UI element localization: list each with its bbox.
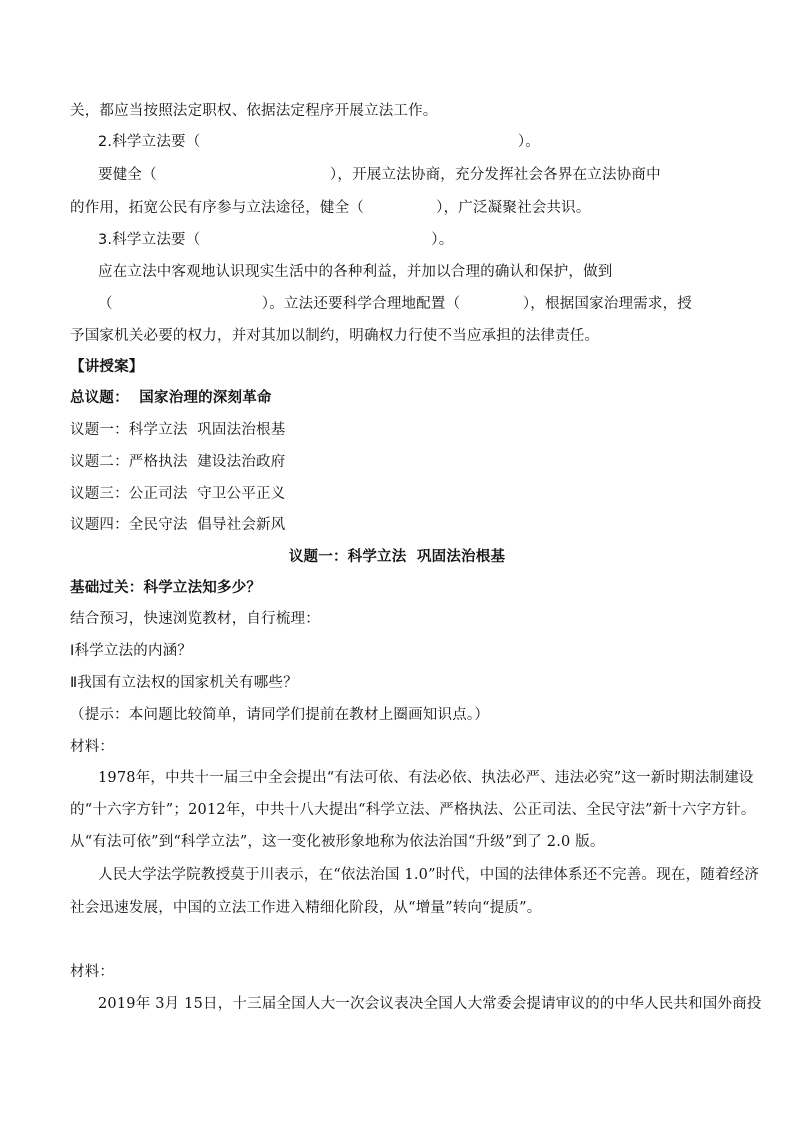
- topic-title: 议题一：科学立法 巩固法治根基: [288, 549, 506, 565]
- basic-check-heading: 基础过关：科学立法知多少？: [70, 580, 262, 596]
- text-line: 结合预习，快速浏览教材，自行梳理：: [70, 611, 320, 627]
- material-text: 的“十六字方针”；2012年，中共十八大提出“科学立法、严格执法、公正司法、全民守法”新十六字方针。: [70, 802, 756, 818]
- topic-item: 议题一：科学立法 巩固法治根基: [70, 422, 286, 438]
- topic-item: 议题二：严格执法 建设法治政府: [70, 454, 286, 470]
- main-topic: 总议题： 国家治理的深刻革命: [70, 390, 272, 406]
- section-heading: 【讲授案】: [70, 359, 144, 375]
- text-line: 予国家机关必要的权力，并对其加以制约，明确权力行使不当应承担的法律责任。: [70, 328, 600, 344]
- fill-blank-line: （ ）。立法还要科学合理地配置（ ），根据国家治理需求，授: [98, 296, 692, 312]
- material-text: 人民大学法学院教授莫于川表示，在“依法治国 1.0”时代，中国的法律体系还不完善。现在，随着经济: [98, 867, 760, 883]
- hint-line: （提示：本问题比较简单，请同学们提前在教材上圈画知识点。）: [70, 707, 490, 723]
- fill-blank-line: 的作用，拓宽公民有序参与立法途径，健全（ ），广泛凝聚社会共识。: [70, 200, 591, 216]
- text-line: 应在立法中客观地认识现实生活中的各种利益，并加以合理的确认和保护，做到: [98, 264, 613, 280]
- material-label: 材料：: [70, 964, 115, 980]
- material-text: 社会迅速发展，中国的立法工作进入精细化阶段，从“增量”转向“提质”。: [70, 900, 542, 916]
- question-item: Ⅱ我国有立法权的国家机关有哪些？: [70, 675, 298, 691]
- fill-blank-line: 要健全（ ），开展立法协商，充分发挥社会各界在立法协商中: [98, 167, 661, 183]
- topic-item: 议题三：公正司法 守卫公平正义: [70, 486, 286, 502]
- material-label: 材料：: [70, 739, 115, 755]
- topic-item: 议题四：全民守法 倡导社会新风: [70, 517, 286, 533]
- material-text: 2019年 3月 15日，十三届全国人大一次会议表决全国人大常委会提请审议的的中华人民共和国外商投: [98, 996, 762, 1012]
- fill-blank-line: 2.科学立法要（ ）。: [98, 134, 540, 150]
- fill-blank-line: 3.科学立法要（ ）。: [98, 232, 454, 248]
- material-text: 从“有法可依”到“科学立法”，这一变化被形象地称为依法治国“升级”到了 2.0 版。: [70, 834, 605, 850]
- question-item: Ⅰ科学立法的内涵？: [70, 643, 193, 659]
- text-line: 关，都应当按照法定职权、依据法定程序开展立法工作。: [70, 103, 438, 119]
- material-text: 1978年，中共十一届三中全会提出“有法可依、有法必依、执法必严、违法必究”这一新时期法制建设: [98, 770, 754, 786]
